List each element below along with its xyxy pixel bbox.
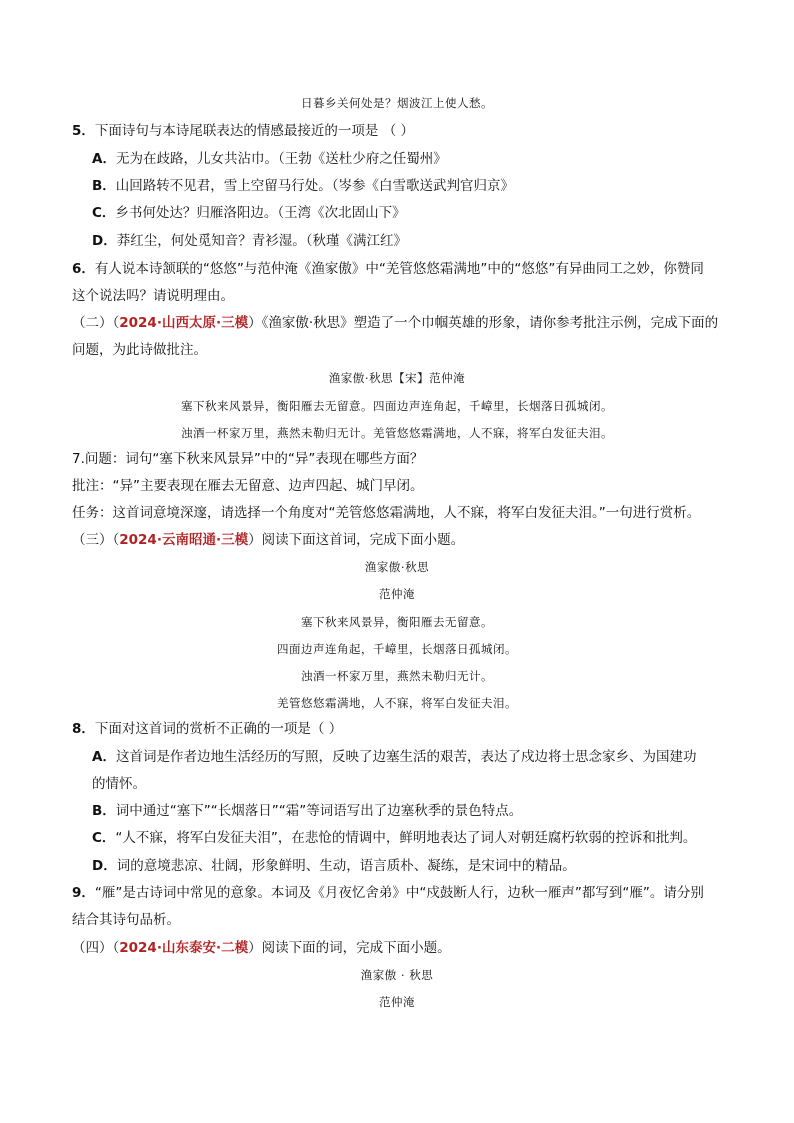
poem-line: 浊酒一杯家万里，燕然未勒归无计。羌管悠悠霜满地，人不寐，将军白发征夫泪。 xyxy=(181,426,613,440)
section-instruction: 阅读下面这首词，完成下面小题。 xyxy=(261,532,465,548)
option-text: “人不寐，将军白发征夫泪”，在悲怆的情调中，鲜明地表达了词人对朝廷腐朽软弱的控诉和批判。 xyxy=(115,830,697,846)
option-text: 乡书何处达？归雁洛阳边。（王湾《次北固山下》 xyxy=(115,205,406,221)
question-9-line2: 结合其诗句品析。 xyxy=(72,912,180,928)
source-tag: 2024·山西太原·三模 xyxy=(119,315,249,331)
question-stem: 有人说本诗颔联的“悠悠”与范仲淹《渔家傲》中“羌管悠悠霜满地”中的“悠悠”有异曲同工之妙，你赞同 xyxy=(94,261,704,277)
paren-close: ） xyxy=(248,532,262,548)
option-letter: C． xyxy=(92,205,116,221)
option-c xyxy=(92,829,696,847)
question-6-line2: 这个说法吗？请说明理由。 xyxy=(72,288,234,304)
option-letter: B． xyxy=(92,803,116,819)
option-text: 莽红尘，何处觅知音？青衫湿。（秋瑾《满江红》 xyxy=(116,233,407,249)
poem-title: 渔家傲·秋思 xyxy=(364,560,430,574)
poem-line: 塞下秋来风景异，衡阳雁去无留意。 xyxy=(301,615,493,629)
annotation-example: 批注：“异”主要表现在雁去无留意、边声四起、城门早闭。 xyxy=(72,478,424,494)
question-number: 8． xyxy=(72,721,95,737)
option-text: 词的意境悲凉、壮阔，形象鲜明、生动，语言质朴、凝练，是宋词中的精品。 xyxy=(116,858,576,874)
paren-open: （三）（ xyxy=(72,532,120,548)
source-tag: 2024·云南昭通·三模 xyxy=(119,532,249,548)
paren-open: （二）（ xyxy=(72,315,120,331)
section-instruction: 《渔家傲·秋思》塑造了一个巾帼英雄的形象，请你参考批注示例，完成下面的 xyxy=(261,315,719,331)
poem-title: 渔家傲·秋思【宋】范仲淹 xyxy=(328,371,466,385)
section-2-line2: 问题，为此诗做批注。 xyxy=(72,342,207,358)
option-d xyxy=(92,857,576,875)
option-letter: D． xyxy=(92,233,117,249)
poem-line: 羌管悠悠霜满地，人不寐，将军白发征夫泪。 xyxy=(277,696,517,710)
section-4-heading xyxy=(72,939,451,957)
paren-close: ） xyxy=(248,940,262,956)
question-6 xyxy=(72,260,704,278)
option-text: 这首词是作者边地生活经历的写照，反映了边塞生活的艰苦，表达了戍边将士思念家乡、为国建功 xyxy=(115,749,697,765)
question-number: 5． xyxy=(72,123,95,139)
option-letter: B． xyxy=(92,178,116,194)
paren-close: ） xyxy=(248,315,262,331)
option-text: 无为在歧路，儿女共沾巾。（王勃《送杜少府之任蜀州》 xyxy=(115,151,447,167)
option-d xyxy=(92,232,407,250)
paren-open: （四）（ xyxy=(72,940,120,956)
question-stem: 下面对这首词的赏析不正确的一项是（ ） xyxy=(94,721,343,737)
question-stem: 下面诗句与本诗尾联表达的情感最接近的一项是 （ ） xyxy=(94,123,414,139)
question-number: 6． xyxy=(72,261,95,277)
option-letter: A． xyxy=(92,749,116,765)
option-text: 词中通过“塞下”“长烟落日”“霜”等词语写出了边塞秋季的景色特点。 xyxy=(115,803,523,819)
option-b xyxy=(92,177,514,195)
question-7: 7.问题：词句“塞下秋来风景异”中的“异”表现在哪些方面？ xyxy=(72,451,424,467)
question-9 xyxy=(72,884,704,902)
option-letter: A． xyxy=(92,151,116,167)
option-a xyxy=(92,150,447,168)
poem-line: 塞下秋来风景异，衡阳雁去无留意。四面边声连角起，千嶂里，长烟落日孤城闭。 xyxy=(181,399,613,413)
poem-line: 浊酒一杯家万里，燕然未勒归无计。 xyxy=(301,669,493,683)
option-letter: C． xyxy=(92,830,116,846)
option-text: 山回路转不见君，雪上空留马行处。（岑参《白雪歌送武判官归京》 xyxy=(115,178,515,194)
question-5 xyxy=(72,122,414,140)
question-8 xyxy=(72,720,342,738)
option-b xyxy=(92,802,522,820)
poem-line: 四面边声连角起，千嶂里，长烟落日孤城闭。 xyxy=(277,642,517,656)
poem-title: 渔家傲 · 秋思 xyxy=(360,968,434,982)
question-stem: “雁”是古诗词中常见的意象。本词及《月夜忆舍弟》中“戍鼓断人行，边秋一雁声”都写到“雁”。请分别 xyxy=(94,885,704,901)
poem-author: 范仲淹 xyxy=(379,995,415,1009)
section-instruction: 阅读下面的词，完成下面小题。 xyxy=(261,940,451,956)
poem-author: 范仲淹 xyxy=(379,587,415,601)
question-number: 9． xyxy=(72,885,95,901)
top-poem-line: 日暮乡关何处是？烟波江上使人愁。 xyxy=(301,96,493,110)
section-2-heading xyxy=(72,314,718,332)
option-a xyxy=(92,748,696,766)
section-3-heading xyxy=(72,531,464,549)
option-c xyxy=(92,204,406,222)
source-tag: 2024·山东泰安·二模 xyxy=(119,940,249,956)
task-instruction: 任务：这首词意境深邃，请选择一个角度对“羌管悠悠霜满地，人不寐，将军白发征夫泪。”一句进行赏析。 xyxy=(72,505,701,521)
option-a-line2: 的情怀。 xyxy=(92,776,146,792)
option-letter: D． xyxy=(92,858,117,874)
